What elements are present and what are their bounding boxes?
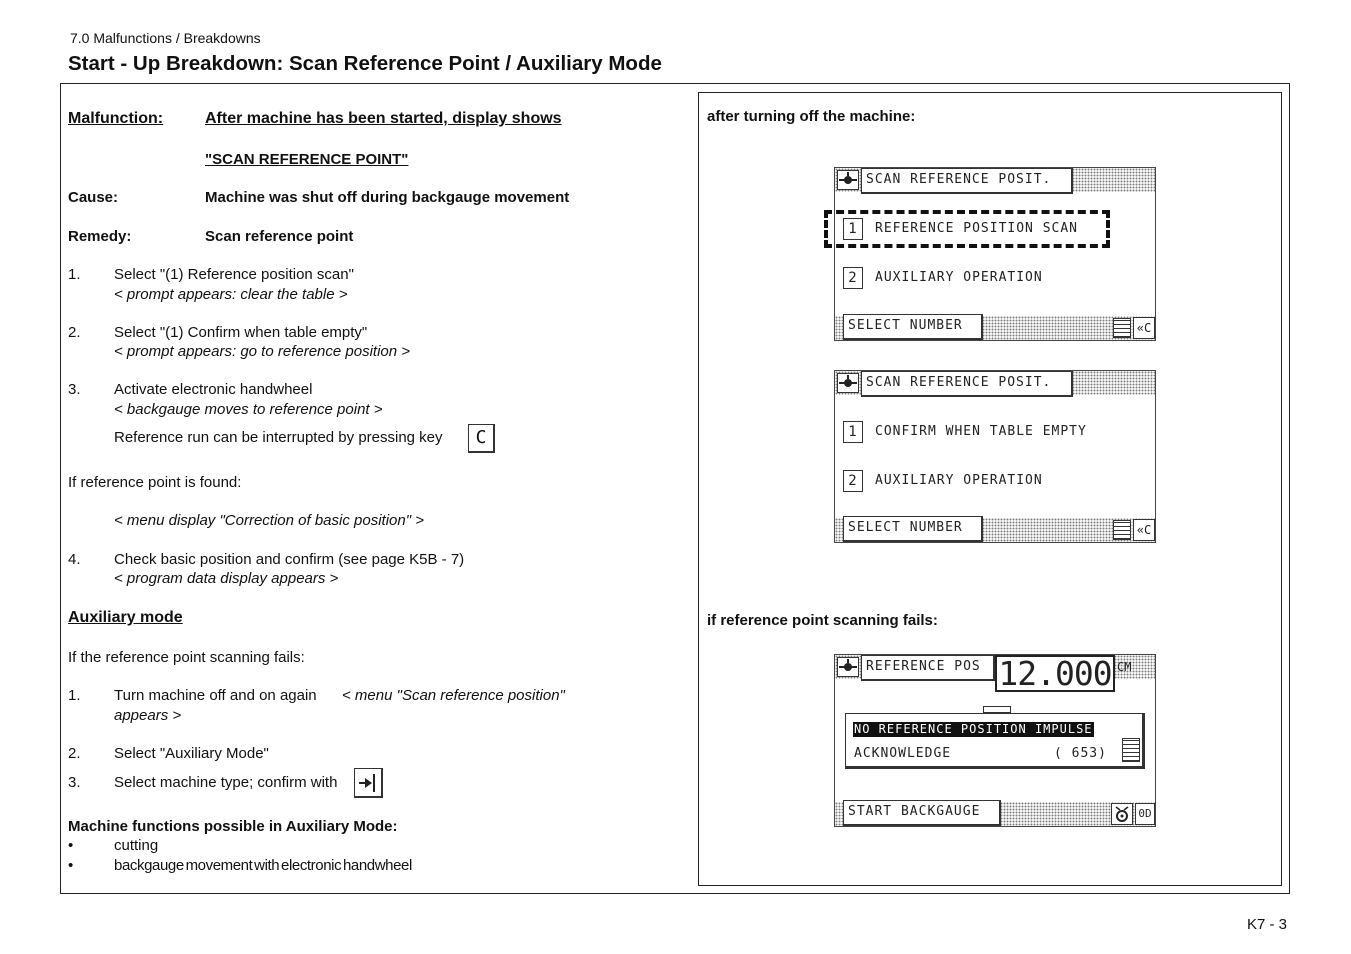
remedy-text: Scan reference point bbox=[205, 228, 354, 245]
cause-text: Machine was shut off during backgauge movement bbox=[205, 189, 570, 206]
acknowledge-label[interactable]: ACKNOWLEDGE bbox=[854, 746, 952, 761]
aux-step-1-note: < menu "Scan reference position" bbox=[342, 687, 565, 704]
footer-label: SELECT NUMBER bbox=[843, 516, 983, 542]
grid-icon bbox=[1113, 318, 1131, 338]
start-backgauge-button[interactable]: START BACKGAUGE bbox=[843, 800, 1001, 826]
step-2-note: < prompt appears: go to reference position > bbox=[114, 343, 411, 360]
lcd-screen-reference-scan bbox=[834, 167, 1156, 341]
option-2-number[interactable]: 2 bbox=[843, 267, 863, 289]
aux-step-1-text: Turn machine off and on again bbox=[114, 687, 317, 704]
home-icon bbox=[837, 170, 859, 190]
selection-highlight bbox=[824, 210, 1110, 248]
option-2-number[interactable]: 2 bbox=[843, 470, 863, 492]
option-1-number[interactable]: 1 bbox=[843, 218, 863, 240]
screen-title: SCAN REFERENCE POSIT. bbox=[861, 168, 1073, 194]
option-2-label[interactable]: AUXILIARY OPERATION bbox=[875, 270, 1043, 285]
step-1-number: 1. bbox=[68, 266, 81, 283]
error-message: NO REFERENCE POSITION IMPULSE bbox=[854, 722, 1093, 736]
cause-label: Cause: bbox=[68, 189, 119, 206]
error-dialog bbox=[845, 713, 1145, 769]
page-title: Start - Up Breakdown: Scan Reference Point / Auxiliary Mode bbox=[68, 52, 662, 75]
option-1-label[interactable]: REFERENCE POSITION SCAN bbox=[875, 221, 1079, 236]
screen-title: REFERENCE POS bbox=[861, 655, 995, 681]
option-1-number[interactable]: 1 bbox=[843, 421, 863, 443]
label-after-off: after turning off the machine: bbox=[707, 108, 916, 125]
keypad-icon[interactable] bbox=[1122, 738, 1140, 762]
back-icon[interactable]: «C bbox=[1133, 317, 1155, 339]
unit-label: CM bbox=[1117, 660, 1132, 674]
page-number: K7 - 3 bbox=[1247, 916, 1288, 933]
aux-step-1-number: 1. bbox=[68, 687, 81, 704]
handwheel-icon[interactable] bbox=[1111, 803, 1133, 825]
found-note: < menu display "Correction of basic position" > bbox=[114, 512, 424, 529]
lcd-screen-confirm-table bbox=[834, 370, 1156, 543]
aux-step-2-text: Select "Auxiliary Mode" bbox=[114, 745, 269, 762]
position-value: 12.000 bbox=[995, 655, 1115, 692]
malfunction-text: After machine has been started, display shows bbox=[205, 110, 562, 127]
malfunction-label: Malfunction: bbox=[68, 110, 164, 127]
step-4-text: Check basic position and confirm (see page K5B - 7) bbox=[114, 551, 465, 568]
c-key-icon: C bbox=[468, 424, 495, 453]
mode-icon[interactable]: 0D bbox=[1135, 803, 1155, 825]
step-2-number: 2. bbox=[68, 324, 81, 341]
step-1-text: Select "(1) Reference position scan" bbox=[114, 266, 354, 283]
tab-marker bbox=[983, 706, 1011, 713]
section-label: 7.0 Malfunctions / Breakdowns bbox=[70, 30, 261, 46]
option-2-label[interactable]: AUXILIARY OPERATION bbox=[875, 473, 1043, 488]
aux-step-3-text: Select machine type; confirm with bbox=[114, 774, 338, 791]
home-icon bbox=[837, 373, 859, 393]
functions-heading: Machine functions possible in Auxiliary Mode: bbox=[68, 818, 398, 835]
malfunction-message: "SCAN REFERENCE POINT" bbox=[205, 151, 409, 168]
aux-step-3-number: 3. bbox=[68, 774, 81, 791]
step-3-number: 3. bbox=[68, 381, 81, 398]
enter-key-icon bbox=[354, 768, 383, 798]
footer-label: SELECT NUMBER bbox=[843, 314, 983, 340]
back-icon[interactable]: «C bbox=[1133, 519, 1155, 541]
function-bullet: • bbox=[68, 837, 74, 854]
lcd-screen-scan-failed bbox=[834, 654, 1156, 827]
step-3-text: Activate electronic handwheel bbox=[114, 381, 313, 398]
found-text: If reference point is found: bbox=[68, 474, 242, 491]
function-item-cutting: cutting bbox=[114, 837, 159, 854]
step-1-note: < prompt appears: clear the table > bbox=[114, 286, 348, 303]
screen-title: SCAN REFERENCE POSIT. bbox=[861, 371, 1073, 397]
step-4-note: < program data display appears > bbox=[114, 570, 339, 587]
step-2-text: Select "(1) Confirm when table empty" bbox=[114, 324, 368, 341]
function-item-backgauge: backgauge movement with electronic handwheel bbox=[114, 857, 412, 874]
aux-step-1-note-cont: appears > bbox=[114, 707, 182, 724]
aux-intro: If the reference point scanning fails: bbox=[68, 649, 305, 666]
home-icon bbox=[837, 657, 859, 677]
aux-step-2-number: 2. bbox=[68, 745, 81, 762]
step-3-extra: Reference run can be interrupted by pressing key bbox=[114, 429, 443, 446]
option-1-label[interactable]: CONFIRM WHEN TABLE EMPTY bbox=[875, 424, 1087, 439]
step-3-note: < backgauge moves to reference point > bbox=[114, 401, 383, 418]
aux-heading: Auxiliary mode bbox=[68, 609, 183, 626]
function-bullet: • bbox=[68, 857, 74, 874]
step-4-number: 4. bbox=[68, 551, 81, 568]
remedy-label: Remedy: bbox=[68, 228, 132, 245]
error-code: ( 653) bbox=[1054, 746, 1107, 761]
grid-icon bbox=[1113, 520, 1131, 540]
label-scan-fails: if reference point scanning fails: bbox=[707, 612, 938, 629]
